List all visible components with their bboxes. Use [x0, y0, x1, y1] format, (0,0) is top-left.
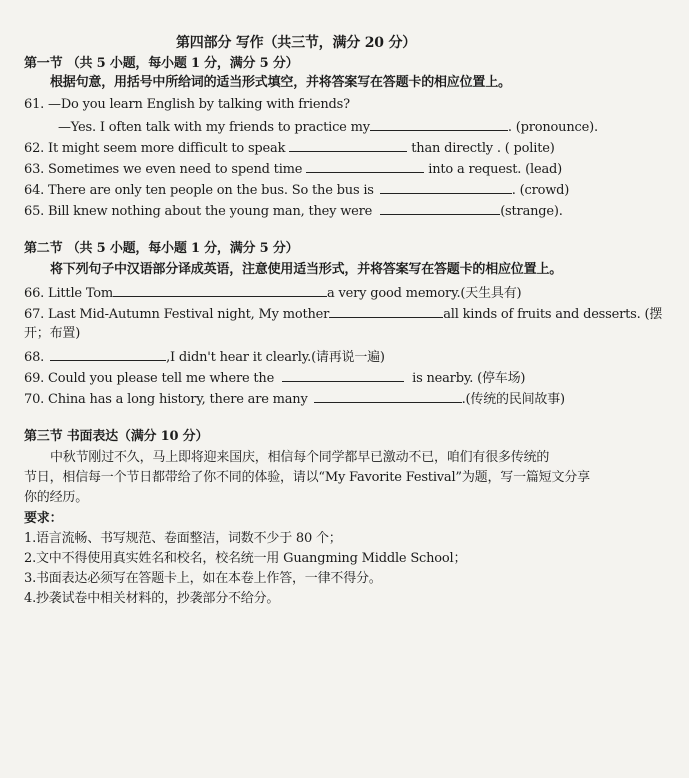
answer-blank[interactable] — [314, 389, 462, 403]
question-hint: is nearby. (停车场) — [412, 371, 526, 386]
question-hint: .(传统的民间故事) — [461, 392, 565, 407]
requirement-1: 1.语言流畅、书写规范、卷面整洁，词数不少于 80 个； — [24, 531, 342, 546]
question-hint: all kinds of fruits and desserts. (摆 — [443, 307, 663, 322]
question-hint: into a request. (lead) — [428, 162, 562, 177]
answer-blank[interactable] — [370, 117, 508, 131]
section2-instruction: 将下列句子中汉语部分译成英语，注意使用适当形式，并将答案写在答题卡的相应位置上。 — [50, 262, 563, 277]
requirements-label: 要求： — [24, 511, 63, 526]
requirement-3: 3.书面表达必须写在答题卡上，如在本卷上作答，一律不得分。 — [24, 571, 382, 586]
answer-blank[interactable] — [113, 283, 327, 297]
question-number: 68. — [24, 350, 45, 365]
answer-blank[interactable] — [306, 159, 424, 173]
question-hint: . (crowd) — [511, 183, 570, 198]
requirement-2: 2.文中不得使用真实姓名和校名，校名统一用 Guangming Middle School； — [24, 551, 467, 566]
question-70 — [24, 389, 565, 409]
answer-blank[interactable] — [380, 180, 512, 194]
question-text: —Do you learn English by talking with friends? — [48, 97, 350, 112]
part-title: 第四部分 写作（共三节，满分 20 分） — [176, 35, 417, 51]
question-61-line1 — [24, 96, 350, 114]
question-text: 63. Sometimes we even need to spend time — [24, 162, 303, 177]
essay-prompt-line3: 你的经历。 — [24, 490, 89, 505]
question-67 — [24, 304, 662, 324]
question-67-continued: 开；布置) — [24, 326, 81, 341]
question-number: 61. — [24, 97, 45, 112]
essay-prompt-line1: 中秋节刚过不久，马上即将迎来国庆，相信每个同学都早已激动不已，咱们有很多传统的 — [50, 450, 550, 465]
answer-blank[interactable] — [289, 138, 407, 152]
question-66 — [24, 283, 521, 303]
question-63 — [24, 159, 562, 179]
question-text: 67. Last Mid-Autumn Festival night, My mother — [24, 307, 330, 322]
question-hint: than directly . ( polite) — [411, 141, 555, 156]
answer-blank[interactable] — [50, 347, 166, 361]
question-text: 66. Little Tom — [24, 286, 114, 301]
question-text: 65. Bill knew nothing about the young man, they were — [24, 204, 373, 219]
question-text: —Yes. I often talk with my friends to practice my — [58, 120, 370, 135]
essay-prompt-line2: 节日，相信每一个节日都带给了你不同的体验，请以“My Favorite Festival”为题，写一篇短文分享 — [24, 470, 590, 485]
question-text: 69. Could you please tell me where the — [24, 371, 275, 386]
section2-heading: 第二节 （共 5 小题，每小题 1 分，满分 5 分） — [24, 241, 299, 256]
question-68 — [24, 347, 385, 367]
answer-blank[interactable] — [282, 368, 404, 382]
question-65 — [24, 201, 563, 221]
question-hint: a very good memory.(天生具有) — [327, 286, 522, 301]
question-hint: (strange). — [500, 204, 563, 219]
question-64 — [24, 180, 569, 200]
question-text: 70. China has a long history, there are many — [24, 392, 308, 407]
question-61-line2 — [58, 117, 598, 137]
section1-instruction: 根据句意，用括号中所给词的适当形式填空，并将答案写在答题卡的相应位置上。 — [50, 75, 511, 90]
requirement-4: 4.抄袭试卷中相关材料的，抄袭部分不给分。 — [24, 591, 280, 606]
section1-heading: 第一节 （共 5 小题，每小题 1 分，满分 5 分） — [24, 56, 299, 71]
section3-heading: 第三节 书面表达（满分 10 分） — [24, 429, 209, 444]
question-text: 62. It might seem more difficult to speak — [24, 141, 286, 156]
answer-blank[interactable] — [329, 304, 443, 318]
question-hint: . (pronounce). — [507, 120, 598, 135]
answer-blank[interactable] — [380, 201, 500, 215]
question-69 — [24, 368, 525, 388]
question-text: 64. There are only ten people on the bus. So the bus is — [24, 183, 374, 198]
question-hint: ,I didn't hear it clearly.(请再说一遍) — [166, 350, 385, 365]
question-62 — [24, 138, 555, 158]
